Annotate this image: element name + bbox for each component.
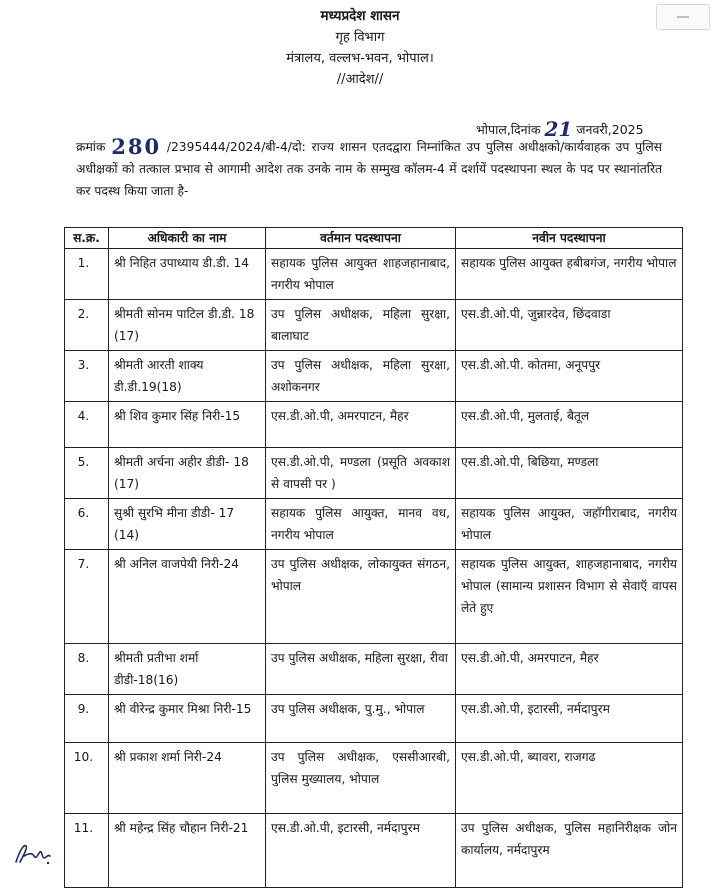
date-day-handwritten: 21 <box>544 117 573 141</box>
serial-cell: 4. <box>65 402 109 448</box>
date-prefix: भोपाल,दिनांक <box>476 122 541 137</box>
new-posting-cell: एस.डी.ओ.पी, बिछिया, मण्डला <box>456 448 683 499</box>
officer-name-cell: श्रीमती प्रतीभा शर्मा डीडी-18(16) <box>109 644 266 695</box>
officer-name-cell: श्रीमती सोनम पाटिल डी.डी. 18 (17) <box>109 300 266 351</box>
new-posting-cell: एस.डी.ओ.पी, मुलताई, बैतूल <box>456 402 683 448</box>
table-row <box>65 300 683 351</box>
table-row <box>65 448 683 499</box>
table-row <box>65 743 683 814</box>
officer-name-cell: सुश्री सुरभि मीना डीडी- 17 (14) <box>109 499 266 550</box>
current-posting-cell: उप पुलिस अधीक्षक, महिला सुरक्षा, अशोकनगर <box>266 351 456 402</box>
serial-cell: 2. <box>65 300 109 351</box>
order-paragraph <box>76 136 662 202</box>
serial-cell: 9. <box>65 695 109 743</box>
table-row <box>65 550 683 644</box>
letterhead <box>0 6 720 90</box>
current-posting-cell: उप पुलिस अधीक्षक, महिला सुरक्षा, रीवा <box>266 644 456 695</box>
serial-cell: 1. <box>65 249 109 300</box>
header-current-posting: वर्तमान पदस्थापना <box>266 228 456 249</box>
state-name: मध्यप्रदेश शासन <box>320 8 400 24</box>
officer-name-cell: श्रीमती आरती शाक्य डी.डी.19(18) <box>109 351 266 402</box>
new-posting-cell: एस.डी.ओ.पी. कोतमा, अनूपपुर <box>456 351 683 402</box>
current-posting-cell: एस.डी.ओ.पी, अमरपाटन, मैहर <box>266 402 456 448</box>
signature-mark <box>10 836 54 870</box>
officer-name-cell: श्री अनिल वाजपेयी निरी-24 <box>109 550 266 644</box>
date-suffix: जनवरी,2025 <box>576 122 644 137</box>
table-row <box>65 249 683 300</box>
current-posting-cell: उप पुलिस अधीक्षक, एससीआरबी, पुलिस मुख्यालय, भोपाल <box>266 743 456 814</box>
new-posting-cell: एस.डी.ओ.पी, अमरपाटन, मैहर <box>456 644 683 695</box>
serial-cell: 6. <box>65 499 109 550</box>
new-posting-cell: सहायक पुलिस आयुक्त, जहॉगीराबाद, नगरीय भोपाल <box>456 499 683 550</box>
order-number-handwritten: 280 <box>111 134 162 159</box>
officer-name-cell: श्री प्रकाश शर्मा निरी-24 <box>109 743 266 814</box>
table-row <box>65 402 683 448</box>
new-posting-cell: एस.डी.ओ.पी, इटारसी, नर्मदापुरम <box>456 695 683 743</box>
current-posting-cell: उप पुलिस अधीक्षक, पु.मु., भोपाल <box>266 695 456 743</box>
new-posting-cell: सहायक पुलिस आयुक्त हबीबगंज, नगरीय भोपाल <box>456 249 683 300</box>
table-row <box>65 695 683 743</box>
current-posting-cell: एस.डी.ओ.पी, इटारसी, नर्मदापुरम <box>266 814 456 888</box>
new-posting-cell: एस.डी.ओ.पी, जुन्नारदेव, छिंदवाडा <box>456 300 683 351</box>
officer-name-cell: श्री निहित उपाध्याय डी.डी. 14 <box>109 249 266 300</box>
officer-name-cell: श्रीमती अर्चना अहीर डीडी- 18 (17) <box>109 448 266 499</box>
table-row <box>65 644 683 695</box>
officer-name-cell: श्री वीरेन्द्र कुमार मिश्रा निरी-15 <box>109 695 266 743</box>
new-posting-cell: एस.डी.ओ.पी, ब्यावरा, राजगढ <box>456 743 683 814</box>
serial-cell: 8. <box>65 644 109 695</box>
office-address: मंत्रालय, वल्लभ-भवन, भोपाल। <box>286 51 434 66</box>
table-row <box>65 499 683 550</box>
department-name: गृह विभाग <box>335 30 385 45</box>
serial-cell: 11. <box>65 814 109 888</box>
new-posting-cell: उप पुलिस अधीक्षक, पुलिस महानिरीक्षक जोन कार्यालय, नर्मदापुरम <box>456 814 683 888</box>
new-posting-cell: सहायक पुलिस आयुक्त, शाहजहानाबाद, नगरीय भोपाल (सामान्य प्रशासन विभाग से सेवाऍ वापस लेते हुए <box>456 550 683 644</box>
order-number-prefix: क्रमांक <box>76 140 106 154</box>
order-reference: /2395444/2024/बी-4/दो: <box>166 140 306 154</box>
current-posting-cell: उप पुलिस अधीक्षक, लोकायुक्त संगठन, भोपाल <box>266 550 456 644</box>
order-title: //आदेश// <box>336 72 384 87</box>
current-posting-cell: सहायक पुलिस आयुक्त, मानव वध, नगरीय भोपाल <box>266 499 456 550</box>
table-row <box>65 351 683 402</box>
current-posting-cell: उप पुलिस अधीक्षक, महिला सुरक्षा, बालाघाट <box>266 300 456 351</box>
serial-cell: 3. <box>65 351 109 402</box>
current-posting-cell: सहायक पुलिस आयुक्त शाहजहानाबाद, नगरीय भोपाल <box>266 249 456 300</box>
serial-cell: 5. <box>65 448 109 499</box>
transfer-table <box>64 227 683 888</box>
current-posting-cell: एस.डी.ओ.पी, मण्डला (प्रसूति अवकाश से वापसी पर ) <box>266 448 456 499</box>
officer-name-cell: श्री महेन्द्र सिंह चौहान निरी-21 <box>109 814 266 888</box>
table-header-row <box>65 228 683 249</box>
header-serial: स.क्र. <box>65 228 109 249</box>
header-officer-name: अधिकारी का नाम <box>109 228 266 249</box>
order-text: राज्य शासन एतदद्वारा निम्नांकित उप पुलिस अधीक्षको/कार्यवाहक उप पुलिस अधीक्षकों को तत्काल प्रभाव से आगामी आदेश तक उनके नाम के सम्मुख कॉलम-4 में दर्शायें पदस्थापना स्थल के पद पर स्थानांतरित कर पदस्थ किया जाता है- <box>76 140 662 198</box>
officer-name-cell: श्री शिव कुमार सिंह निरी-15 <box>109 402 266 448</box>
table-row <box>65 814 683 888</box>
serial-cell: 10. <box>65 743 109 814</box>
serial-cell: 7. <box>65 550 109 644</box>
header-new-posting: नवीन पदस्थापना <box>456 228 683 249</box>
